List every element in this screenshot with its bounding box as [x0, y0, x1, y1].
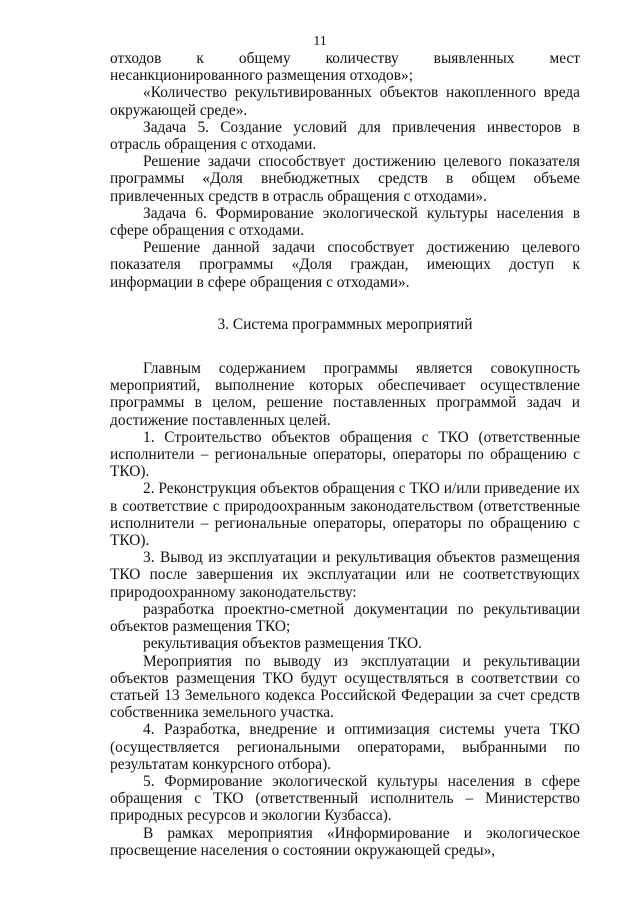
- paragraph: 1. Строительство объектов обращения с ТКО (ответственные исполнители – региональные операторы, операторы по обращению с ТКО).: [110, 428, 580, 481]
- paragraph: Решение задачи способствует достижению целевого показателя программы «Доля внебюджетных средств в общем объеме привлеченных средств в отрасль обращения с отходами».: [110, 153, 580, 205]
- paragraph: 2. Реконструкция объектов обращения с ТКО и/или приведение их в соответствие с природоохранным законодательством (ответственные исполнители – региональные операторы, операторы по обращению с ТКО).: [110, 480, 580, 550]
- section-heading: 3. Система программных мероприятий: [217, 315, 473, 333]
- paragraph: отходов к общему количеству выявленных мест несанкционированного размещения отходов»;: [110, 50, 580, 85]
- page-number: 11: [313, 34, 327, 49]
- paragraph: «Количество рекультивированных объектов накопленного вреда окружающей среде».: [110, 84, 580, 119]
- paragraph: разработка проектно-сметной документации по рекультивации объектов размещения ТКО;: [110, 600, 580, 636]
- document-body: [110, 50, 580, 859]
- paragraph: В рамках мероприятия «Информирование и экологическое просвещение населения о состоянии окружающей среды»,: [110, 824, 580, 859]
- paragraph: 3. Вывод из эксплуатации и рекультивация объектов размещения ТКО после завершения их эксплуатации или не соответствующих природоохранному законодательству:: [110, 549, 580, 601]
- paragraph: 5. Формирование экологической культуры населения в сфере обращения с ТКО (ответственный исполнитель – Министерство природных ресурсов и экологии Кузбасса).: [110, 772, 580, 825]
- paragraph: 4. Разработка, внедрение и оптимизация системы учета ТКО (осуществляется региональными операторами, выбранными по результатам конкурсного отбора).: [110, 721, 580, 773]
- paragraph: Решение данной задачи способствует достижению целевого показателя программы «Доля граждан, имеющих доступ к информации в сфере обращения с отходами».: [110, 239, 580, 291]
- paragraph: Задача 5. Создание условий для привлечения инвесторов в отрасль обращения с отходами.: [110, 118, 580, 154]
- paragraph: Главным содержанием программы является совокупность мероприятий, выполнение которых обеспечивает осуществление программы в целом, решение поставленных программой задач и достижение поставленных целей.: [110, 360, 580, 429]
- paragraph: Мероприятия по выводу из эксплуатации и рекультивации объектов размещения ТКО будут осуществляться в соответствии со статьей 13 Земельного кодекса Российской Федерации за счет средств собственника земельного участка.: [110, 652, 580, 722]
- paragraph: рекультивация объектов размещения ТКО.: [143, 635, 422, 653]
- paragraph: Задача 6. Формирование экологической культуры населения в сфере обращения с отходами.: [110, 204, 580, 240]
